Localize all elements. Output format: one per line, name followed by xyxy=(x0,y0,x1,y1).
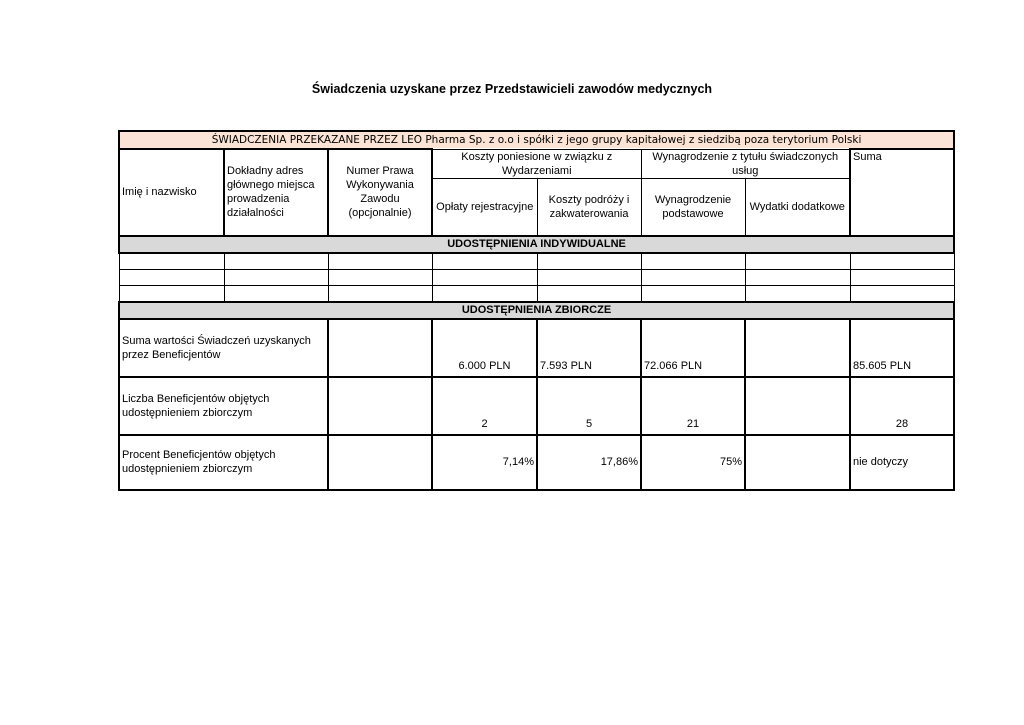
cell-base-pay: 21 xyxy=(641,377,745,435)
table-row xyxy=(119,253,954,270)
cell-registration: 6.000 PLN xyxy=(432,319,537,377)
table-row xyxy=(119,269,954,285)
cell-travel: 17,86% xyxy=(537,435,641,490)
header-registration: Opłaty rejestracyjne xyxy=(432,178,537,236)
row-label: Procent Beneficjentów objętych udostępnieniem zbiorczym xyxy=(119,435,328,490)
page-title: Świadczenia uzyskane przez Przedstawicieli zawodów medycznych xyxy=(311,82,713,96)
row-label: Suma wartości Świadczeń uzyskanych przez Beneficjentów xyxy=(119,319,328,377)
cell-sum: 28 xyxy=(850,377,954,435)
section-collective: UDOSTĘPNIENIA ZBIORCZE xyxy=(119,302,954,319)
table-row xyxy=(119,285,954,302)
cell-extra xyxy=(745,377,850,435)
table-row xyxy=(119,319,954,377)
cell-registration: 2 xyxy=(432,377,537,435)
cell-sum: 85.605 PLN xyxy=(850,319,954,377)
cell-base-pay: 72.066 PLN xyxy=(641,319,745,377)
header-address: Dokładny adres głównego miejsca prowadzenia działalności xyxy=(224,149,328,236)
cell-travel: 5 xyxy=(537,377,641,435)
cell-registration: 7,14% xyxy=(432,435,537,490)
section-individual: UDOSTĘPNIENIA INDYWIDUALNE xyxy=(119,236,954,253)
header-travel: Koszty podróży i zakwaterowania xyxy=(537,178,641,236)
cell-base-pay: 75% xyxy=(641,435,745,490)
row-label: Liczba Beneficjentów objętych udostępnieniem zbiorczym xyxy=(119,377,328,435)
header-license: Numer Prawa Wykonywania Zawodu (opcjonalnie) xyxy=(328,149,432,236)
header-name: Imię i nazwisko xyxy=(119,149,224,236)
benefits-table xyxy=(118,130,955,491)
header-services: Wynagrodzenie z tytułu świadczonych usług xyxy=(641,149,850,178)
cell-extra xyxy=(745,319,850,377)
header-base-pay: Wynagrodzenie podstawowe xyxy=(641,178,745,236)
cell-extra xyxy=(745,435,850,490)
table-row xyxy=(119,377,954,435)
header-sum: Suma xyxy=(850,149,954,236)
header-extra: Wydatki dodatkowe xyxy=(745,178,850,236)
header-event-costs: Koszty poniesione w związku z Wydarzeniami xyxy=(432,149,641,178)
cell-travel: 7.593 PLN xyxy=(537,319,641,377)
table-row xyxy=(119,435,954,490)
cell-sum: nie dotyczy xyxy=(850,435,954,490)
table-band-title: ŚWIADCZENIA PRZEKAZANE PRZEZ LEO Pharma Sp. z o.o i spółki z jego grupy kapitałowej z siedzibą poza terytorium Polski xyxy=(119,131,954,149)
